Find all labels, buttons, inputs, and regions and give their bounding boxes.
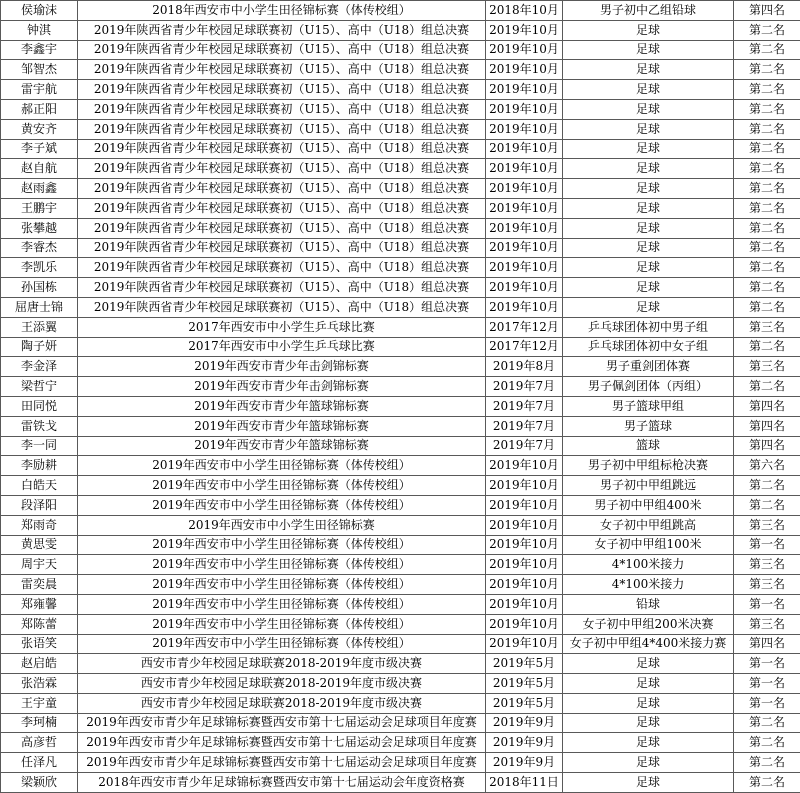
competition-name-cell[interactable]: 2019年陕西省青少年校园足球联赛初（U15）、高中（U18）组总决赛: [78, 139, 486, 159]
student-name-cell[interactable]: 黄思雯: [1, 535, 78, 555]
table-row: [1, 753, 800, 773]
table-row: [1, 575, 800, 595]
student-name-cell[interactable]: 任泽凡: [1, 753, 78, 773]
student-name-cell[interactable]: 郑雨奇: [1, 515, 78, 535]
student-name-cell[interactable]: 李凯乐: [1, 258, 78, 278]
award-date-cell[interactable]: 2019年10月: [486, 614, 563, 634]
student-name-cell[interactable]: 李一同: [1, 436, 78, 456]
event-name-cell[interactable]: 男子初中甲组跳远: [563, 476, 734, 496]
competition-name-cell[interactable]: 2017年西安市中小学生乒乓球比赛: [78, 317, 486, 337]
event-name-cell[interactable]: 足球: [563, 753, 734, 773]
competition-name-cell[interactable]: 2019年西安市中小学生田径锦标赛（体传校组）: [78, 535, 486, 555]
event-name-cell[interactable]: 男子初中甲组标枪决赛: [563, 456, 734, 476]
table-row: [1, 614, 800, 634]
competition-name-cell[interactable]: 2019年西安市青少年篮球锦标赛: [78, 396, 486, 416]
competition-name-cell[interactable]: 2019年西安市中小学生田径锦标赛（体传校组）: [78, 575, 486, 595]
award-date-cell[interactable]: 2019年10月: [486, 159, 563, 179]
student-name-cell[interactable]: 梁颖欣: [1, 773, 78, 793]
rank-cell[interactable]: 第三名: [734, 575, 800, 595]
rank-cell[interactable]: 第二名: [734, 713, 800, 733]
award-date-cell[interactable]: 2019年10月: [486, 218, 563, 238]
rank-cell[interactable]: 第四名: [734, 1, 800, 21]
event-name-cell[interactable]: 男子篮球甲组: [563, 396, 734, 416]
rank-cell[interactable]: 第二名: [734, 119, 800, 139]
student-name-cell[interactable]: 赵雨鑫: [1, 179, 78, 199]
award-date-cell[interactable]: 2019年5月: [486, 693, 563, 713]
event-name-cell[interactable]: 足球: [563, 179, 734, 199]
student-name-cell[interactable]: 孙国栋: [1, 278, 78, 298]
event-name-cell[interactable]: 足球: [563, 119, 734, 139]
award-date-cell[interactable]: 2019年10月: [486, 278, 563, 298]
table-row: [1, 258, 800, 278]
competition-name-cell[interactable]: 2019年西安市青少年篮球锦标赛: [78, 436, 486, 456]
event-name-cell[interactable]: 乒乓球团体初中女子组: [563, 337, 734, 357]
rank-cell[interactable]: 第六名: [734, 456, 800, 476]
rank-cell[interactable]: 第三名: [734, 357, 800, 377]
award-date-cell[interactable]: 2019年10月: [486, 258, 563, 278]
rank-cell[interactable]: 第二名: [734, 198, 800, 218]
competition-name-cell[interactable]: 2019年西安市中小学生田径锦标赛（体传校组）: [78, 614, 486, 634]
award-date-cell[interactable]: 2019年10月: [486, 575, 563, 595]
competition-name-cell[interactable]: 2017年西安市中小学生乒乓球比赛: [78, 337, 486, 357]
table-row: [1, 773, 800, 793]
competition-name-cell[interactable]: 2019年西安市青少年足球锦标赛暨西安市第十七届运动会足球项目年度赛: [78, 753, 486, 773]
event-name-cell[interactable]: 足球: [563, 674, 734, 694]
event-name-cell[interactable]: 足球: [563, 159, 734, 179]
table-row: [1, 456, 800, 476]
event-name-cell[interactable]: 足球: [563, 20, 734, 40]
student-name-cell[interactable]: 黄安齐: [1, 119, 78, 139]
award-date-cell[interactable]: 2019年9月: [486, 713, 563, 733]
student-name-cell[interactable]: 李金泽: [1, 357, 78, 377]
rank-cell[interactable]: 第二名: [734, 377, 800, 397]
rank-cell[interactable]: 第二名: [734, 495, 800, 515]
rank-cell[interactable]: 第二名: [734, 60, 800, 80]
rank-cell[interactable]: 第四名: [734, 396, 800, 416]
rank-cell[interactable]: 第一名: [734, 594, 800, 614]
student-name-cell[interactable]: 梁哲宁: [1, 377, 78, 397]
table-row: [1, 1, 800, 21]
event-name-cell[interactable]: 足球: [563, 80, 734, 100]
event-name-cell[interactable]: 女子初中甲组跳高: [563, 515, 734, 535]
student-name-cell[interactable]: 张攀越: [1, 218, 78, 238]
competition-name-cell[interactable]: 西安市青少年校园足球联赛2018-2019年度市级决赛: [78, 654, 486, 674]
rank-cell[interactable]: 第二名: [734, 337, 800, 357]
competition-name-cell[interactable]: 2019年西安市青少年足球锦标赛暨西安市第十七届运动会足球项目年度赛: [78, 733, 486, 753]
competition-name-cell[interactable]: 2019年陕西省青少年校园足球联赛初（U15）、高中（U18）组总决赛: [78, 218, 486, 238]
table-row: [1, 476, 800, 496]
student-name-cell[interactable]: 田同悦: [1, 396, 78, 416]
student-name-cell[interactable]: 郝正阳: [1, 99, 78, 119]
competition-name-cell[interactable]: 2018年西安市青少年足球锦标赛暨西安市第十七届运动会年度资格赛: [78, 773, 486, 793]
event-name-cell[interactable]: 足球: [563, 139, 734, 159]
rank-cell[interactable]: 第三名: [734, 614, 800, 634]
competition-name-cell[interactable]: 2019年陕西省青少年校园足球联赛初（U15）、高中（U18）组总决赛: [78, 159, 486, 179]
table-row: [1, 377, 800, 397]
competition-name-cell[interactable]: 2019年陕西省青少年校园足球联赛初（U15）、高中（U18）组总决赛: [78, 238, 486, 258]
award-date-cell[interactable]: 2019年10月: [486, 198, 563, 218]
student-name-cell[interactable]: 李珂楠: [1, 713, 78, 733]
student-name-cell[interactable]: 钟淇: [1, 20, 78, 40]
rank-cell[interactable]: 第一名: [734, 693, 800, 713]
award-date-cell[interactable]: 2019年10月: [486, 60, 563, 80]
competition-name-cell[interactable]: 2018年西安市中小学生田径锦标赛（体传校组）: [78, 1, 486, 21]
student-name-cell[interactable]: 赵启皓: [1, 654, 78, 674]
rank-cell[interactable]: 第二名: [734, 476, 800, 496]
award-date-cell[interactable]: 2019年7月: [486, 396, 563, 416]
event-name-cell[interactable]: 4*100米接力: [563, 555, 734, 575]
event-name-cell[interactable]: 足球: [563, 654, 734, 674]
table-row: [1, 80, 800, 100]
student-name-cell[interactable]: 王宇童: [1, 693, 78, 713]
student-name-cell[interactable]: 邹智杰: [1, 60, 78, 80]
award-date-cell[interactable]: 2019年10月: [486, 20, 563, 40]
rank-cell[interactable]: 第二名: [734, 20, 800, 40]
competition-name-cell[interactable]: 2019年陕西省青少年校园足球联赛初（U15）、高中（U18）组总决赛: [78, 278, 486, 298]
rank-cell[interactable]: 第二名: [734, 753, 800, 773]
student-name-cell[interactable]: 屈唐士锦: [1, 297, 78, 317]
event-name-cell[interactable]: 女子初中甲组4*400米接力赛: [563, 634, 734, 654]
table-row: [1, 40, 800, 60]
table-row: [1, 159, 800, 179]
award-date-cell[interactable]: 2019年10月: [486, 555, 563, 575]
rank-cell[interactable]: 第一名: [734, 654, 800, 674]
competition-name-cell[interactable]: 2019年西安市中小学生田径锦标赛（体传校组）: [78, 476, 486, 496]
table-row: [1, 535, 800, 555]
rank-cell[interactable]: 第二名: [734, 99, 800, 119]
rank-cell[interactable]: 第四名: [734, 416, 800, 436]
event-name-cell[interactable]: 足球: [563, 218, 734, 238]
student-name-cell[interactable]: 赵自航: [1, 159, 78, 179]
rank-cell[interactable]: 第二名: [734, 80, 800, 100]
award-date-cell[interactable]: 2019年7月: [486, 377, 563, 397]
table-row: [1, 416, 800, 436]
competition-name-cell[interactable]: 2019年西安市青少年击剑锦标赛: [78, 377, 486, 397]
competition-name-cell[interactable]: 2019年西安市中小学生田径锦标赛: [78, 515, 486, 535]
competition-name-cell[interactable]: 2019年西安市中小学生田径锦标赛（体传校组）: [78, 594, 486, 614]
event-name-cell[interactable]: 篮球: [563, 436, 734, 456]
event-name-cell[interactable]: 足球: [563, 693, 734, 713]
competition-name-cell[interactable]: 2019年陕西省青少年校园足球联赛初（U15）、高中（U18）组总决赛: [78, 297, 486, 317]
event-name-cell[interactable]: 足球: [563, 99, 734, 119]
table-row: [1, 139, 800, 159]
award-date-cell[interactable]: 2019年5月: [486, 654, 563, 674]
event-name-cell[interactable]: 足球: [563, 713, 734, 733]
event-name-cell[interactable]: 足球: [563, 278, 734, 298]
event-name-cell[interactable]: 乒乓球团体初中男子组: [563, 317, 734, 337]
student-name-cell[interactable]: 李睿杰: [1, 238, 78, 258]
competition-name-cell[interactable]: 2019年陕西省青少年校园足球联赛初（U15）、高中（U18）组总决赛: [78, 80, 486, 100]
rank-cell[interactable]: 第二名: [734, 179, 800, 199]
table-row: [1, 733, 800, 753]
award-date-cell[interactable]: 2019年10月: [486, 594, 563, 614]
table-row: [1, 594, 800, 614]
student-name-cell[interactable]: 白皓天: [1, 476, 78, 496]
event-name-cell[interactable]: 男子重剑团体赛: [563, 357, 734, 377]
competition-name-cell[interactable]: 2019年陕西省青少年校园足球联赛初（U15）、高中（U18）组总决赛: [78, 179, 486, 199]
competition-name-cell[interactable]: 2019年西安市中小学生田径锦标赛（体传校组）: [78, 555, 486, 575]
table-row: [1, 297, 800, 317]
student-name-cell[interactable]: 郑雍馨: [1, 594, 78, 614]
rank-cell[interactable]: 第二名: [734, 773, 800, 793]
event-name-cell[interactable]: 足球: [563, 733, 734, 753]
table-row: [1, 515, 800, 535]
rank-cell[interactable]: 第二名: [734, 139, 800, 159]
competition-name-cell[interactable]: 2019年西安市中小学生田径锦标赛（体传校组）: [78, 456, 486, 476]
student-name-cell[interactable]: 郑陈蕾: [1, 614, 78, 634]
event-name-cell[interactable]: 男子初中甲组400米: [563, 495, 734, 515]
event-name-cell[interactable]: 足球: [563, 297, 734, 317]
rank-cell[interactable]: 第二名: [734, 238, 800, 258]
student-name-cell[interactable]: 张浩霖: [1, 674, 78, 694]
student-name-cell[interactable]: 侯瑜沫: [1, 1, 78, 21]
award-date-cell[interactable]: 2017年12月: [486, 337, 563, 357]
award-date-cell[interactable]: 2019年10月: [486, 515, 563, 535]
table-row: [1, 674, 800, 694]
award-date-cell[interactable]: 2019年10月: [486, 456, 563, 476]
event-name-cell[interactable]: 足球: [563, 60, 734, 80]
table-row: [1, 218, 800, 238]
event-name-cell[interactable]: 女子初中甲组100米: [563, 535, 734, 555]
table-row: [1, 495, 800, 515]
rank-cell[interactable]: 第二名: [734, 159, 800, 179]
rank-cell[interactable]: 第二名: [734, 40, 800, 60]
competition-name-cell[interactable]: 2019年西安市青少年足球锦标赛暨西安市第十七届运动会足球项目年度赛: [78, 713, 486, 733]
award-date-cell[interactable]: 2018年11日: [486, 773, 563, 793]
table-row: [1, 119, 800, 139]
event-name-cell[interactable]: 足球: [563, 258, 734, 278]
award-date-cell[interactable]: 2019年5月: [486, 674, 563, 694]
award-date-cell[interactable]: 2019年7月: [486, 436, 563, 456]
competition-name-cell[interactable]: 2019年陕西省青少年校园足球联赛初（U15）、高中（U18）组总决赛: [78, 40, 486, 60]
table-row: [1, 693, 800, 713]
rank-cell[interactable]: 第三名: [734, 555, 800, 575]
student-name-cell[interactable]: 雷奕晨: [1, 575, 78, 595]
award-date-cell[interactable]: 2019年10月: [486, 476, 563, 496]
award-date-cell[interactable]: 2017年12月: [486, 317, 563, 337]
award-date-cell[interactable]: 2019年10月: [486, 297, 563, 317]
table-row: [1, 278, 800, 298]
rank-cell[interactable]: 第二名: [734, 733, 800, 753]
competition-name-cell[interactable]: 2019年陕西省青少年校园足球联赛初（U15）、高中（U18）组总决赛: [78, 60, 486, 80]
event-name-cell[interactable]: 足球: [563, 773, 734, 793]
competition-name-cell[interactable]: 2019年陕西省青少年校园足球联赛初（U15）、高中（U18）组总决赛: [78, 99, 486, 119]
rank-cell[interactable]: 第一名: [734, 535, 800, 555]
award-date-cell[interactable]: 2019年10月: [486, 80, 563, 100]
rank-cell[interactable]: 第二名: [734, 258, 800, 278]
table-row: [1, 238, 800, 258]
competition-name-cell[interactable]: 2019年西安市中小学生田径锦标赛（体传校组）: [78, 495, 486, 515]
award-date-cell[interactable]: 2019年7月: [486, 416, 563, 436]
competition-name-cell[interactable]: 2019年陕西省青少年校园足球联赛初（U15）、高中（U18）组总决赛: [78, 20, 486, 40]
rank-cell[interactable]: 第二名: [734, 218, 800, 238]
award-date-cell[interactable]: 2019年10月: [486, 634, 563, 654]
award-date-cell[interactable]: 2019年10月: [486, 99, 563, 119]
student-name-cell[interactable]: 王鹏宇: [1, 198, 78, 218]
competition-name-cell[interactable]: 2019年陕西省青少年校园足球联赛初（U15）、高中（U18）组总决赛: [78, 198, 486, 218]
event-name-cell[interactable]: 铅球: [563, 594, 734, 614]
competition-name-cell[interactable]: 西安市青少年校园足球联赛2018-2019年度市级决赛: [78, 674, 486, 694]
event-name-cell[interactable]: 4*100米接力: [563, 575, 734, 595]
rank-cell[interactable]: 第二名: [734, 297, 800, 317]
table-row: [1, 357, 800, 377]
table-row: [1, 654, 800, 674]
student-name-cell[interactable]: 雷铁戈: [1, 416, 78, 436]
awards-table-body: [1, 1, 800, 793]
student-name-cell[interactable]: 张语笑: [1, 634, 78, 654]
student-name-cell[interactable]: 陶子妍: [1, 337, 78, 357]
rank-cell[interactable]: 第一名: [734, 674, 800, 694]
award-date-cell[interactable]: 2019年9月: [486, 753, 563, 773]
table-row: [1, 396, 800, 416]
event-name-cell[interactable]: 男子篮球: [563, 416, 734, 436]
table-row: [1, 555, 800, 575]
table-row: [1, 198, 800, 218]
table-row: [1, 20, 800, 40]
rank-cell[interactable]: 第四名: [734, 436, 800, 456]
student-name-cell[interactable]: 雷宇航: [1, 80, 78, 100]
rank-cell[interactable]: 第二名: [734, 278, 800, 298]
award-date-cell[interactable]: 2019年10月: [486, 238, 563, 258]
event-name-cell[interactable]: 女子初中甲组200米决赛: [563, 614, 734, 634]
competition-name-cell[interactable]: 2019年西安市青少年击剑锦标赛: [78, 357, 486, 377]
award-date-cell[interactable]: 2019年10月: [486, 119, 563, 139]
table-row: [1, 60, 800, 80]
event-name-cell[interactable]: 男子佩剑团体（丙组）: [563, 377, 734, 397]
award-date-cell[interactable]: 2019年8月: [486, 357, 563, 377]
competition-name-cell[interactable]: 西安市青少年校园足球联赛2018-2019年度市级决赛: [78, 693, 486, 713]
student-name-cell[interactable]: 王添翼: [1, 317, 78, 337]
event-name-cell[interactable]: 足球: [563, 238, 734, 258]
competition-name-cell[interactable]: 2019年西安市青少年篮球锦标赛: [78, 416, 486, 436]
table-row: [1, 337, 800, 357]
student-name-cell[interactable]: 段泽阳: [1, 495, 78, 515]
award-date-cell[interactable]: 2019年9月: [486, 733, 563, 753]
table-row: [1, 713, 800, 733]
table-row: [1, 99, 800, 119]
competition-name-cell[interactable]: 2019年西安市中小学生田径锦标赛（体传校组）: [78, 634, 486, 654]
rank-cell[interactable]: 第三名: [734, 317, 800, 337]
table-row: [1, 436, 800, 456]
table-row: [1, 179, 800, 199]
award-date-cell[interactable]: 2018年10月: [486, 1, 563, 21]
rank-cell[interactable]: 第三名: [734, 515, 800, 535]
table-row: [1, 634, 800, 654]
event-name-cell[interactable]: 男子初中乙组铅球: [563, 1, 734, 21]
event-name-cell[interactable]: 足球: [563, 198, 734, 218]
competition-name-cell[interactable]: 2019年陕西省青少年校园足球联赛初（U15）、高中（U18）组总决赛: [78, 258, 486, 278]
rank-cell[interactable]: 第四名: [734, 634, 800, 654]
student-name-cell[interactable]: 李子斌: [1, 139, 78, 159]
award-date-cell[interactable]: 2019年10月: [486, 535, 563, 555]
competition-name-cell[interactable]: 2019年陕西省青少年校园足球联赛初（U15）、高中（U18）组总决赛: [78, 119, 486, 139]
student-name-cell[interactable]: 李励耕: [1, 456, 78, 476]
award-date-cell[interactable]: 2019年10月: [486, 139, 563, 159]
award-date-cell[interactable]: 2019年10月: [486, 179, 563, 199]
award-date-cell[interactable]: 2019年10月: [486, 40, 563, 60]
event-name-cell[interactable]: 足球: [563, 40, 734, 60]
table-row: [1, 317, 800, 337]
student-name-cell[interactable]: 周宇天: [1, 555, 78, 575]
student-name-cell[interactable]: 高彦哲: [1, 733, 78, 753]
student-name-cell[interactable]: 李鑫宇: [1, 40, 78, 60]
award-date-cell[interactable]: 2019年10月: [486, 495, 563, 515]
